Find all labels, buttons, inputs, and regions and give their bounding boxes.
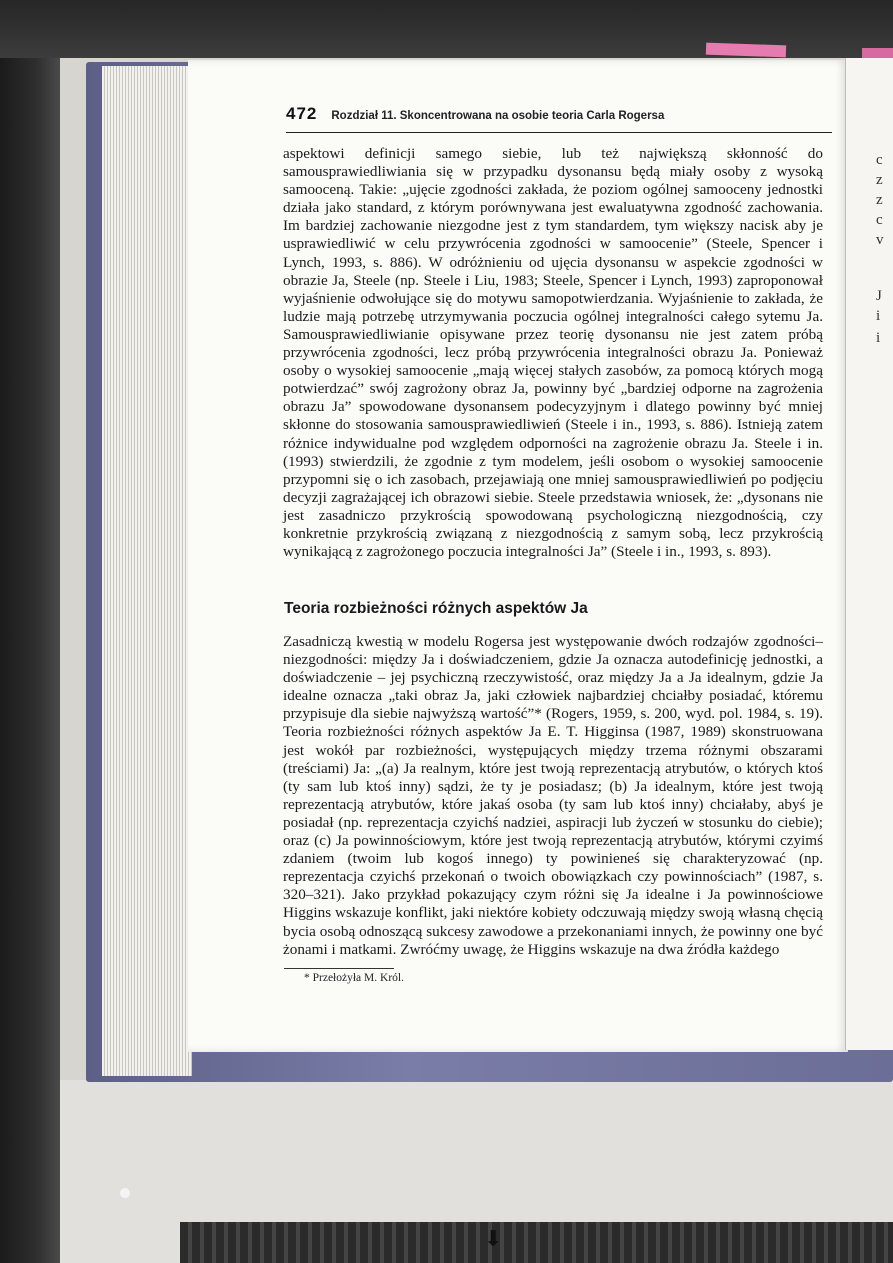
- next-page-letter: v: [876, 232, 884, 248]
- next-page-letter: z: [876, 192, 883, 208]
- body-paragraph-2: [283, 633, 823, 959]
- scanner-bottom-strip: [180, 1222, 893, 1263]
- running-head: [286, 104, 832, 133]
- paragraph-text: aspektowi definicji samego siebie, lub też największą skłonność do samousprawiedliwiania się w przypadku dysonansu będą miały osoby z wysoką samooceną. Takie: „ujęcie zgodności zakłada, że poziom ogólnej samooceny jednostki działa jako standard, z którym porównywana jest ewaluatywna zgodność zachowania. Im bardziej zachowanie niezgodne jest z tym standardem, tym większy nacisk aby je usprawiedliwić w celu przywrócenia zgodności w samoocenie” (Steele, Spencer i Lynch, 1993, s. 886). W odróżnieniu od ujęcia dysonansu w aspekcie zgodności w obrazie Ja, Steele (np. Steele i Liu, 1983; Steele, Spencer i Lynch, 1993) zaproponował wyjaśnienie odwołujące się do motywu samopotwierdzania. Wyjaśnienie to zakłada, że ludzie mają potrzebę utrzymywania poczucia ogólnej integralności całego sytemu Ja. Samousprawiedliwianie opisywane przez teorię dysonansu nie jest zatem próbą przywrócenia zgodności, lecz próbą przywrócenia integralności obrazu Ja. Ponieważ osoby o wysokiej samoocenie „mają więcej stałych zasobów, za pomocą których mogą potwierdzać” swój zagrożony obraz Ja, powinny być „bardziej odporne na zagrożenia obrazu Ja” spowodowane dysonansem podecyzyjnym i dlatego powinny być mniej skłonne do stosowania samousprawiedliwień (Steele i in., 1993, s. 886). Istnieją zatem różnice indywidualne pod względem odporności na zagrożenie obrazu Ja. Steele i in. (1993) stwierdzili, że zgodnie z tym modelem, jeśli osobom o wysokiej samoocenie przypomni się o ich zasobach, przejawiają one mniej samousprawiedliwień po podjęciu decyzji zagrażającej ich obrazowi siebie. Steele przedstawia wniosek, że: „dysonans nie jest zasadniczo przykrością spowodowaną psychologiczną niezgodnością, czy konkretnie przykrością związaną z niezgodnością z samym sobą, lecz przykrością wynikającą z zagrożonego poczucia integralności Ja” (Steele i in., 1993, s. 893).: [283, 145, 823, 561]
- next-page-letter: J: [876, 288, 882, 304]
- down-arrow-icon: ⬇: [484, 1226, 503, 1251]
- next-page-letter: c: [876, 152, 883, 168]
- body-paragraph-1: [283, 145, 823, 561]
- section-heading: Teoria rozbieżności różnych aspektów Ja: [284, 600, 588, 617]
- next-page-letter: i: [876, 308, 881, 324]
- dust-spot: [120, 1188, 130, 1198]
- footnote-rule: [284, 968, 394, 969]
- bookmark-tab-right: [862, 48, 893, 58]
- chapter-title: Rozdział 11. Skoncentrowana na osobie teoria Carla Rogersa: [331, 110, 665, 122]
- page-number: 472: [286, 104, 318, 123]
- next-page-letter: z: [876, 172, 883, 188]
- paragraph-text: Zasadniczą kwestią w modelu Rogersa jest występowanie dwóch rodzajów zgodności–niezgodności: między Ja i doświadczeniem, gdzie Ja oznacza autodefinicję jednostki, a doświadczenie – jej psychiczną rzeczywistość, oraz między Ja a Ja idealnym, gdzie Ja idealne oznacza „taki obraz Ja, jaki człowiek najbardziej chciałby posiadać, któremu przypisuje dla siebie najwyższą wartość”* (Rogers, 1959, s. 200, wyd. pol. 1984, s. 19). Teoria rozbieżności różnych aspektów Ja E. T. Higginsa (1987, 1989) skonstruowana jest wokół par rozbieżności, występujących między trzema różnymi obszarami (treściami) Ja: „(a) Ja realnym, które jest twoją reprezentacją atrybutów, o których ktoś (ty sam lub ktoś inny) sądzi, że ty je posiadasz; (b) Ja idealnym, które jest twoją reprezentacją atrybutów, które jakaś osoba (ty sam lub ktoś inny) chciałaby, abyś je posiadał (np. reprezentacja czyichś nadziei, aspiracji lub życzeń w stosunku do ciebie); oraz (c) Ja powinnościowym, które jest twoją reprezentacją atrybutów, którymi czyimś zdaniem (twoim lub kogoś innego) ty powinieneś się charakteryzować (np. reprezentacja czyichś przekonań o twoich obowiązkach czy powinnościach” (1987, s. 320–321). Jako przykład pokazujący czym różni się Ja idealne i Ja powinnościowe Higgins wskazuje konflikt, jaki niektóre kobiety odczuwają między swoją własną chęcią bycia osobą odnoszącą sukcesy zawodowe a przekonaniami innych, że powinny one być żonami i matkami. Zwróćmy uwagę, że Higgins wskazuje na dwa źródła każdego: [283, 633, 823, 958]
- next-page-letter: c: [876, 212, 883, 228]
- next-page-edge: [845, 58, 893, 1050]
- footnote: * Przełożyła M. Król.: [304, 972, 404, 984]
- book-page-edges: [102, 66, 192, 1076]
- scanner-frame-left: [0, 0, 60, 1263]
- next-page-letter: i: [876, 330, 881, 346]
